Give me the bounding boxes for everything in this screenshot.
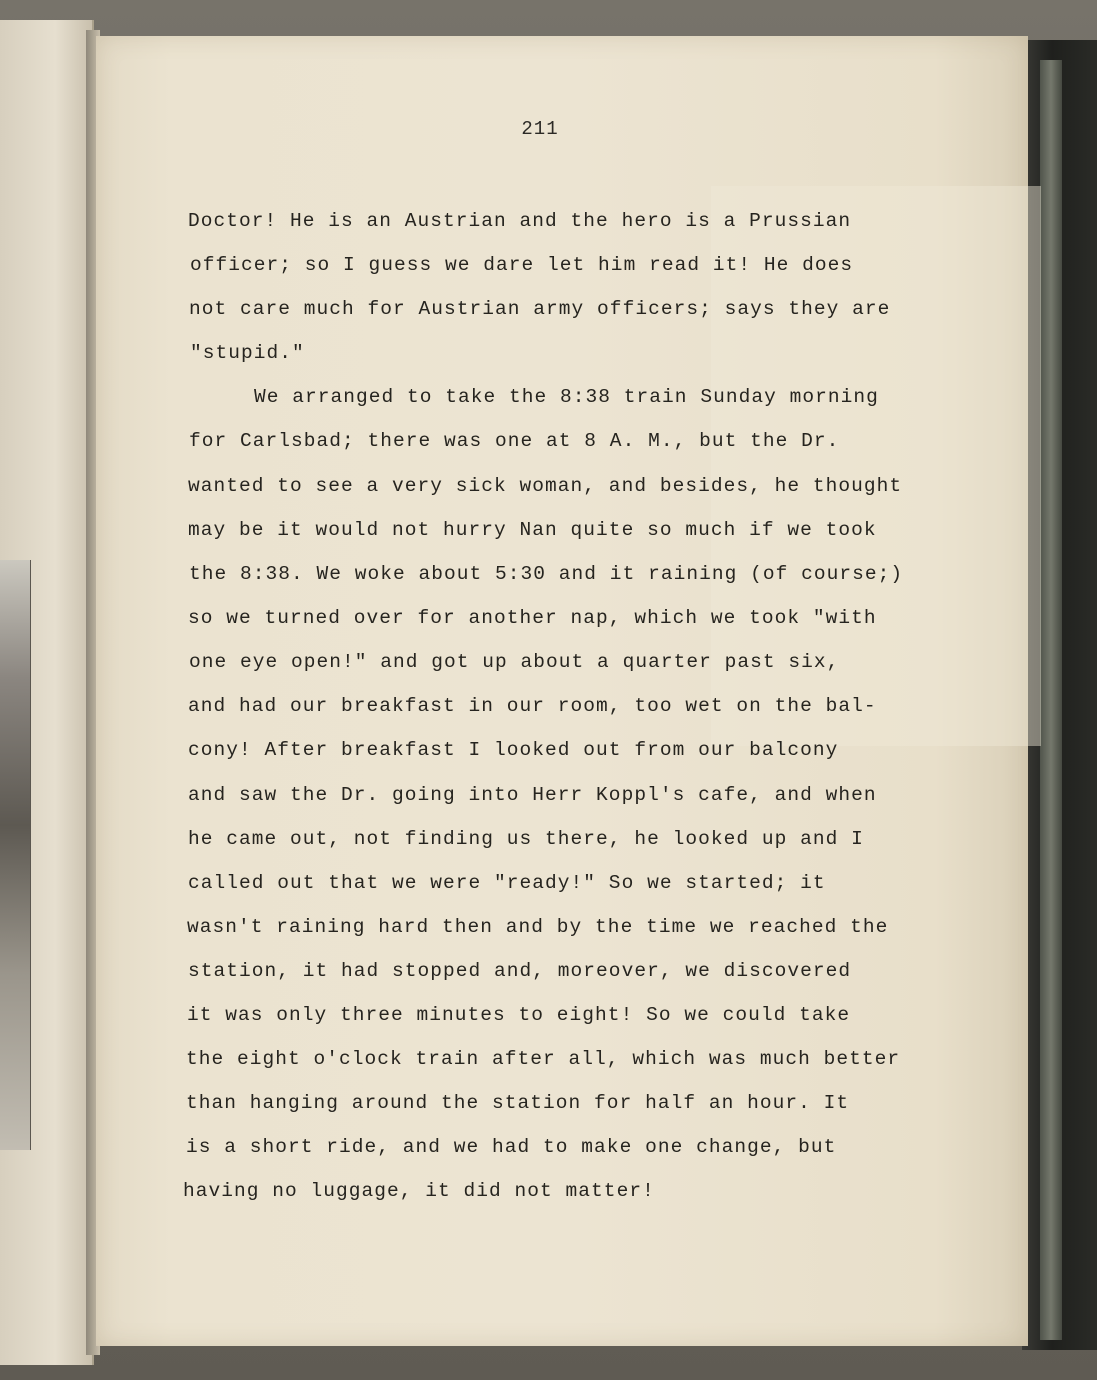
mounted-photograph (0, 560, 31, 1150)
text-line: and saw the Dr. going into Herr Koppl's cafe, and when (188, 784, 877, 806)
text-line: he came out, not finding us there, he looked up and I (188, 828, 864, 850)
text-line: cony! After breakfast I looked out from our balcony (188, 739, 839, 761)
text-line: so we turned over for another nap, which we took "with (188, 607, 877, 629)
text-line: called out that we were "ready!" So we started; it (188, 872, 826, 894)
text-line: for Carlsbad; there was one at 8 A. M., but the Dr. (189, 430, 840, 452)
text-line: station, it had stopped and, moreover, we discovered (188, 960, 852, 982)
text-line: the eight o'clock train after all, which was much better (186, 1048, 901, 1070)
text-line: it was only three minutes to eight! So we could take (187, 1004, 851, 1026)
book-spine-cloth (1040, 60, 1062, 1340)
text-line: "stupid." (190, 342, 305, 364)
text-line: wanted to see a very sick woman, and besides, he thought (188, 475, 903, 497)
text-line: may be it would not hurry Nan quite so much if we took (188, 519, 877, 541)
text-line: the 8:38. We woke about 5:30 and it raining (of course;) (189, 563, 904, 585)
text-line: Doctor! He is an Austrian and the hero is a Prussian (188, 210, 852, 232)
text-line: officer; so I guess we dare let him read it! He does (190, 254, 854, 276)
text-line: wasn't raining hard then and by the time we reached the (187, 916, 889, 938)
text-line: is a short ride, and we had to make one change, but (186, 1136, 837, 1158)
page-number: 211 (521, 118, 559, 140)
text-line: We arranged to take the 8:38 train Sunday morning (254, 386, 879, 408)
text-line: than hanging around the station for half an hour. It (186, 1092, 850, 1114)
text-line: not care much for Austrian army officers; says they are (189, 298, 891, 320)
text-line: one eye open!" and got up about a quarter past six, (189, 651, 840, 673)
text-line: having no luggage, it did not matter! (183, 1180, 655, 1202)
text-line: and had our breakfast in our room, too wet on the bal- (188, 695, 877, 717)
